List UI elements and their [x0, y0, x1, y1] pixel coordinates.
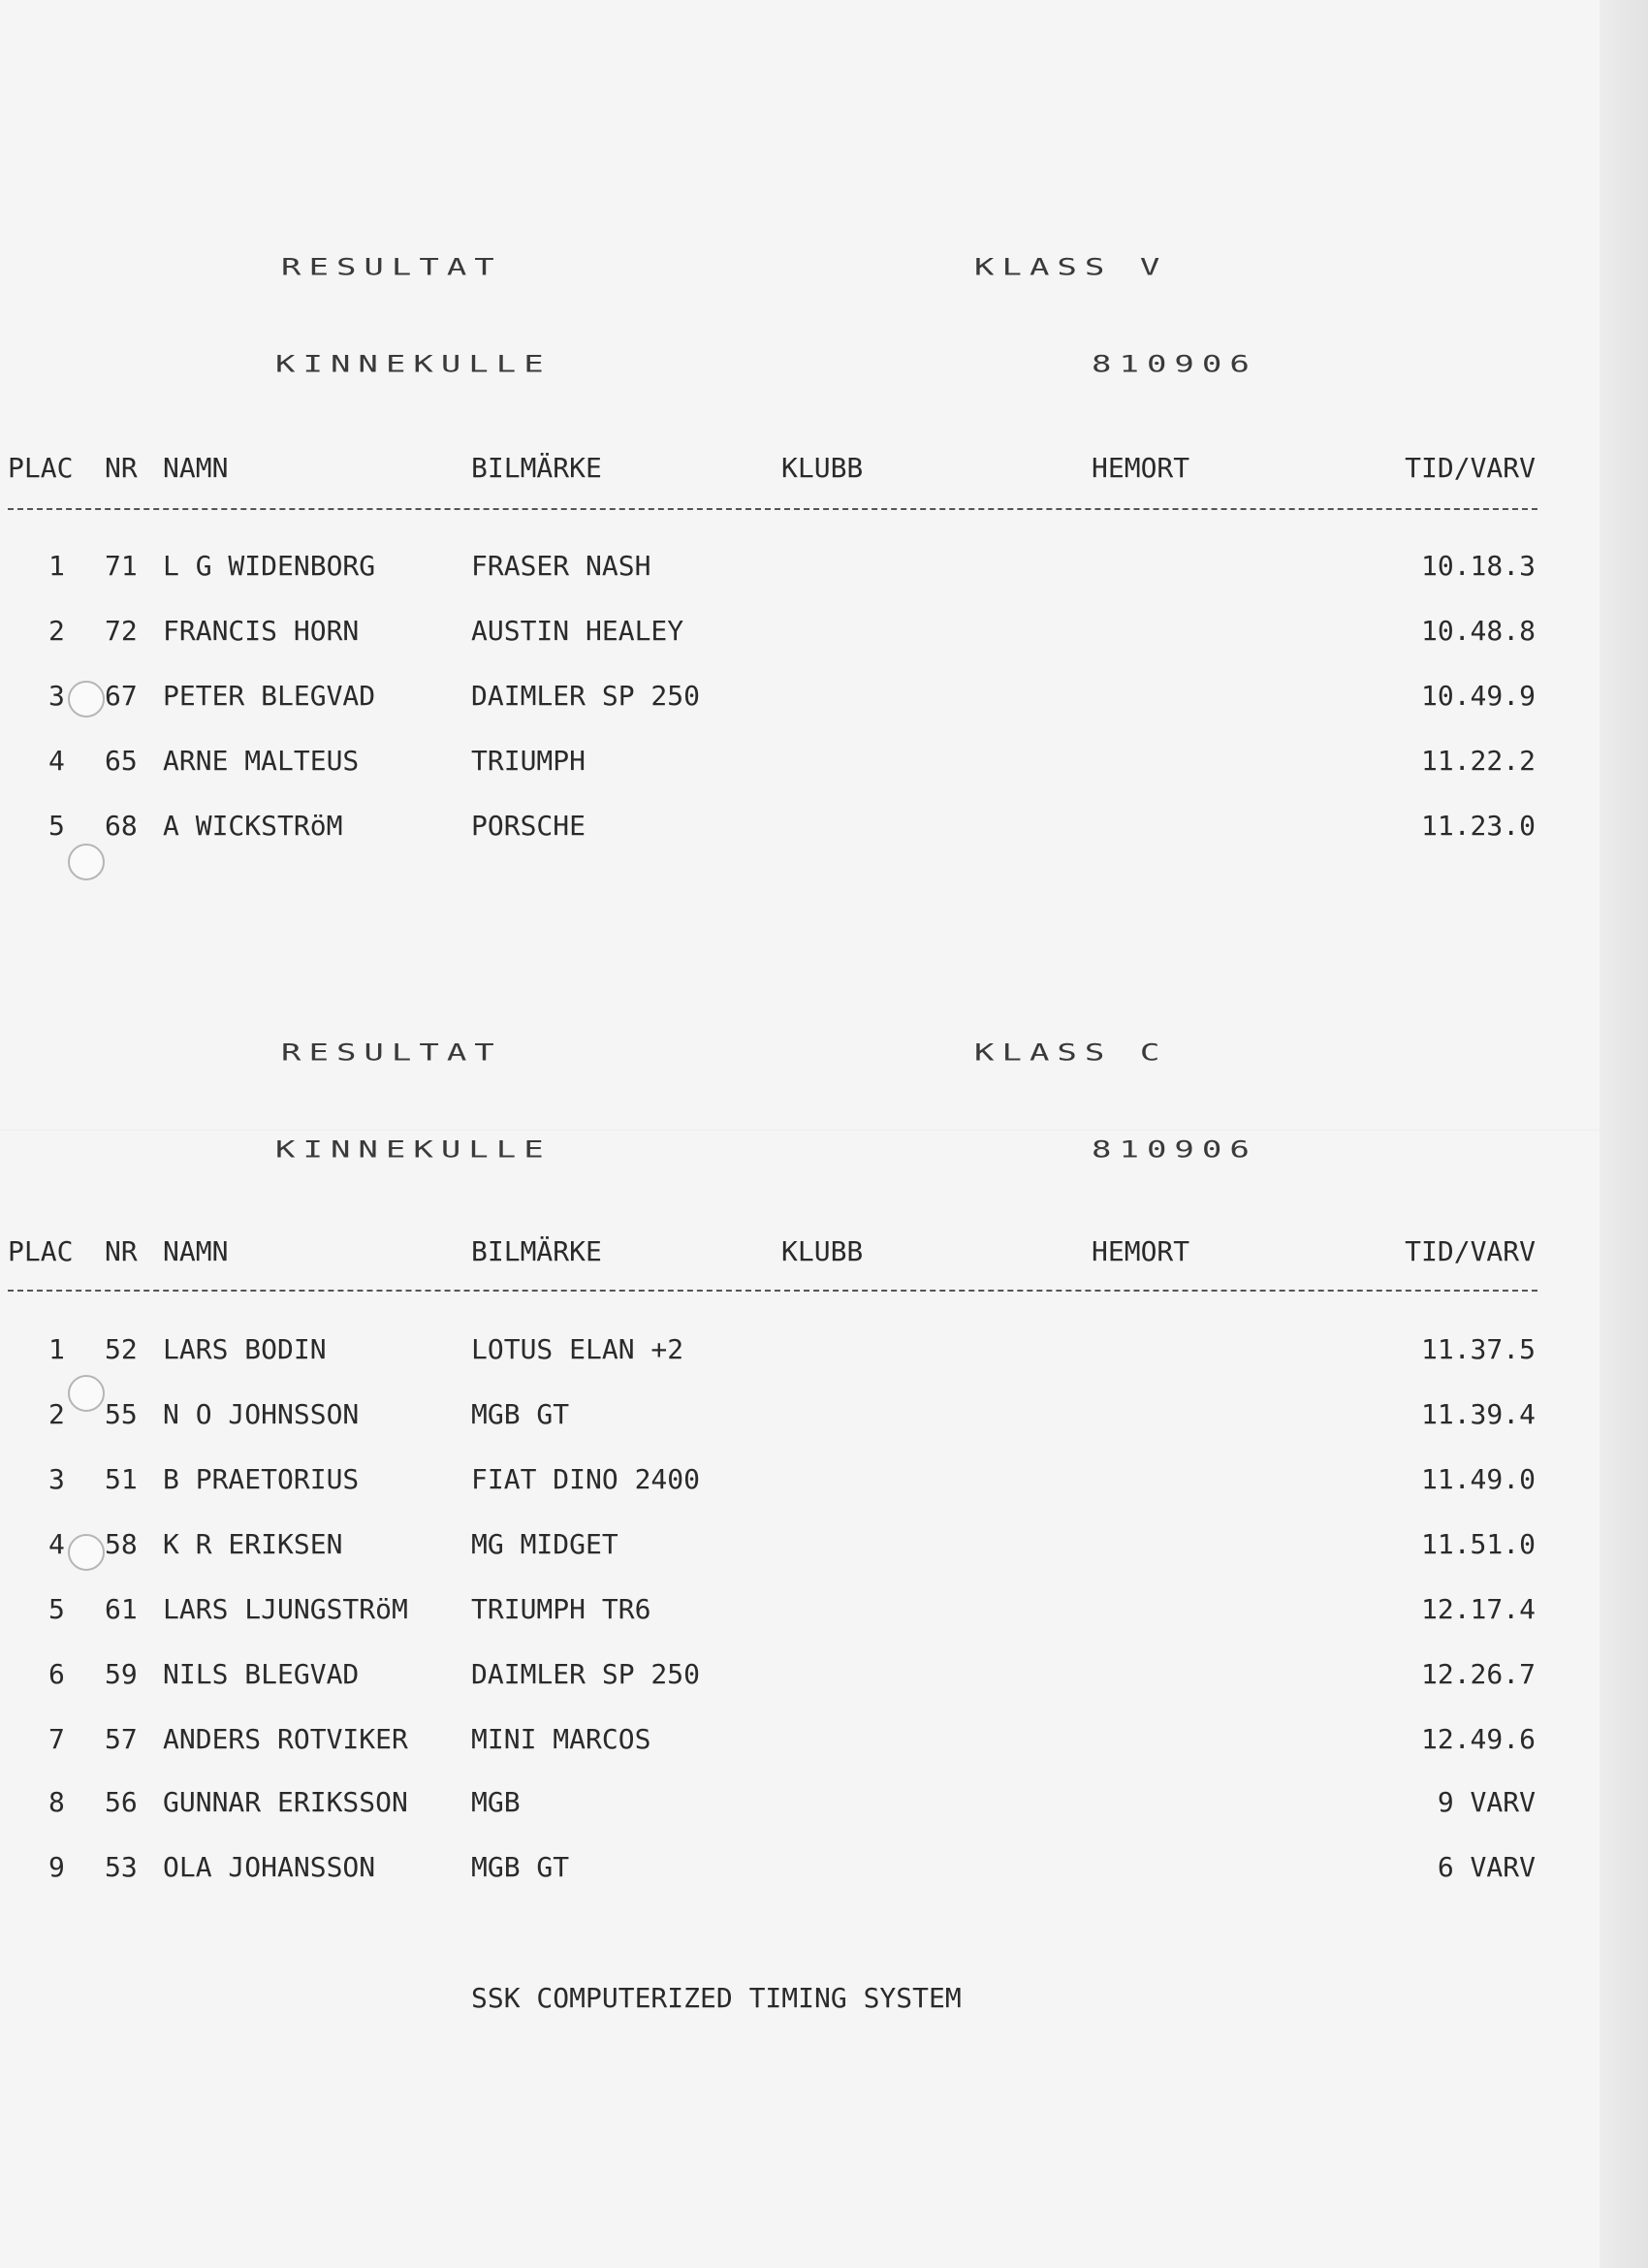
row-tid: 10.18.3 — [1420, 550, 1536, 582]
row-bil: MGB GT — [471, 1398, 570, 1430]
row-tid: 9 VARV — [1437, 1786, 1536, 1818]
row-namn: NILS BLEGVAD — [163, 1658, 360, 1690]
row-bil: AUSTIN HEALEY — [471, 615, 684, 647]
row-bil: MGB — [471, 1786, 521, 1818]
section-heading: RESULTAT — [281, 1039, 502, 1067]
row-namn: LARS LJUNGSTRöM — [163, 1593, 408, 1625]
punch-hole — [68, 844, 105, 880]
col-namn: NAMN — [163, 1235, 229, 1267]
table-row — [0, 615, 1541, 654]
col-tid: TID/VARV — [1405, 452, 1536, 484]
col-tid: TID/VARV — [1405, 1235, 1536, 1267]
col-plac: PLAC — [8, 452, 74, 484]
event-date: 810906 — [1092, 351, 1257, 378]
row-plac: 4 — [48, 745, 65, 777]
punch-hole — [68, 1534, 105, 1571]
row-tid: 11.23.0 — [1420, 810, 1536, 842]
row-tid: 12.26.7 — [1420, 1658, 1536, 1690]
class-label: KLASS V — [974, 254, 1168, 281]
table-row — [0, 1658, 1541, 1697]
col-klubb: KLUBB — [781, 452, 864, 484]
column-header-row — [0, 452, 1541, 491]
row-tid: 12.17.4 — [1420, 1593, 1536, 1625]
table-row — [0, 680, 1541, 719]
row-bil: MGB GT — [471, 1851, 570, 1883]
row-nr: 72 — [105, 615, 138, 647]
row-plac: 9 — [48, 1851, 65, 1883]
row-bil: DAIMLER SP 250 — [471, 1658, 701, 1690]
row-tid: 6 VARV — [1437, 1851, 1536, 1883]
col-nr: NR — [105, 1235, 138, 1267]
row-namn: PETER BLEGVAD — [163, 680, 376, 712]
footer-text: SSK COMPUTERIZED TIMING SYSTEM — [471, 1982, 962, 2014]
row-bil: TRIUMPH TR6 — [471, 1593, 651, 1625]
row-plac: 8 — [48, 1786, 65, 1818]
row-tid: 11.49.0 — [1420, 1463, 1536, 1495]
row-bil: FRASER NASH — [471, 550, 651, 582]
table-row — [0, 1723, 1541, 1762]
row-namn: LARS BODIN — [163, 1333, 327, 1365]
table-row — [0, 1851, 1541, 1890]
row-namn: FRANCIS HORN — [163, 615, 360, 647]
col-nr: NR — [105, 452, 138, 484]
col-namn: NAMN — [163, 452, 229, 484]
row-bil: MINI MARCOS — [471, 1723, 651, 1755]
row-plac: 5 — [48, 1593, 65, 1625]
fold-line — [0, 1130, 1600, 1132]
row-tid: 12.49.6 — [1420, 1723, 1536, 1755]
row-nr: 65 — [105, 745, 138, 777]
header-divider — [8, 508, 1537, 510]
row-bil: MG MIDGET — [471, 1528, 618, 1560]
col-plac: PLAC — [8, 1235, 74, 1267]
row-bil: LOTUS ELAN +2 — [471, 1333, 684, 1365]
row-namn: GUNNAR ERIKSSON — [163, 1786, 408, 1818]
table-row — [0, 745, 1541, 783]
table-row — [0, 550, 1541, 589]
row-plac: 2 — [48, 1398, 65, 1430]
col-bilmarke: BILMÄRKE — [471, 452, 602, 484]
row-plac: 5 — [48, 810, 65, 842]
row-tid: 11.22.2 — [1420, 745, 1536, 777]
col-hemort: HEMORT — [1092, 1235, 1190, 1267]
table-row — [0, 1528, 1541, 1567]
class-label: KLASS C — [974, 1039, 1168, 1067]
row-namn: B PRAETORIUS — [163, 1463, 360, 1495]
row-plac: 4 — [48, 1528, 65, 1560]
col-hemort: HEMORT — [1092, 452, 1190, 484]
row-namn: N O JOHNSSON — [163, 1398, 360, 1430]
row-namn: ANDERS ROTVIKER — [163, 1723, 408, 1755]
row-plac: 7 — [48, 1723, 65, 1755]
row-tid: 10.49.9 — [1420, 680, 1536, 712]
col-klubb: KLUBB — [781, 1235, 864, 1267]
row-nr: 68 — [105, 810, 138, 842]
table-row — [0, 1398, 1541, 1437]
table-row — [0, 1463, 1541, 1502]
column-header-row — [0, 1235, 1541, 1274]
event-name: KINNEKULLE — [275, 1136, 552, 1164]
row-nr: 55 — [105, 1398, 138, 1430]
header-divider — [8, 1290, 1537, 1292]
table-row — [0, 1786, 1541, 1825]
row-nr: 58 — [105, 1528, 138, 1560]
col-bilmarke: BILMÄRKE — [471, 1235, 602, 1267]
row-tid: 11.39.4 — [1420, 1398, 1536, 1430]
row-plac: 1 — [48, 550, 65, 582]
row-nr: 51 — [105, 1463, 138, 1495]
row-bil: FIAT DINO 2400 — [471, 1463, 701, 1495]
row-bil: TRIUMPH — [471, 745, 586, 777]
row-plac: 2 — [48, 615, 65, 647]
row-nr: 71 — [105, 550, 138, 582]
table-row — [0, 1333, 1541, 1372]
row-plac: 3 — [48, 680, 65, 712]
row-plac: 6 — [48, 1658, 65, 1690]
row-nr: 56 — [105, 1786, 138, 1818]
paper-edge — [1600, 0, 1648, 2268]
row-nr: 57 — [105, 1723, 138, 1755]
table-row — [0, 810, 1541, 848]
table-row — [0, 1593, 1541, 1632]
row-namn: ARNE MALTEUS — [163, 745, 360, 777]
section-heading: RESULTAT — [281, 254, 502, 281]
row-tid: 11.51.0 — [1420, 1528, 1536, 1560]
row-nr: 52 — [105, 1333, 138, 1365]
row-plac: 1 — [48, 1333, 65, 1365]
punch-hole — [68, 681, 105, 718]
row-namn: L G WIDENBORG — [163, 550, 376, 582]
row-nr: 61 — [105, 1593, 138, 1625]
punch-hole — [68, 1375, 105, 1412]
row-namn: OLA JOHANSSON — [163, 1851, 376, 1883]
event-date: 810906 — [1092, 1136, 1257, 1164]
row-plac: 3 — [48, 1463, 65, 1495]
row-tid: 11.37.5 — [1420, 1333, 1536, 1365]
row-nr: 59 — [105, 1658, 138, 1690]
row-bil: PORSCHE — [471, 810, 586, 842]
row-bil: DAIMLER SP 250 — [471, 680, 701, 712]
row-tid: 10.48.8 — [1420, 615, 1536, 647]
event-name: KINNEKULLE — [275, 351, 552, 378]
row-nr: 67 — [105, 680, 138, 712]
row-namn: A WICKSTRöM — [163, 810, 343, 842]
row-nr: 53 — [105, 1851, 138, 1883]
row-namn: K R ERIKSEN — [163, 1528, 343, 1560]
